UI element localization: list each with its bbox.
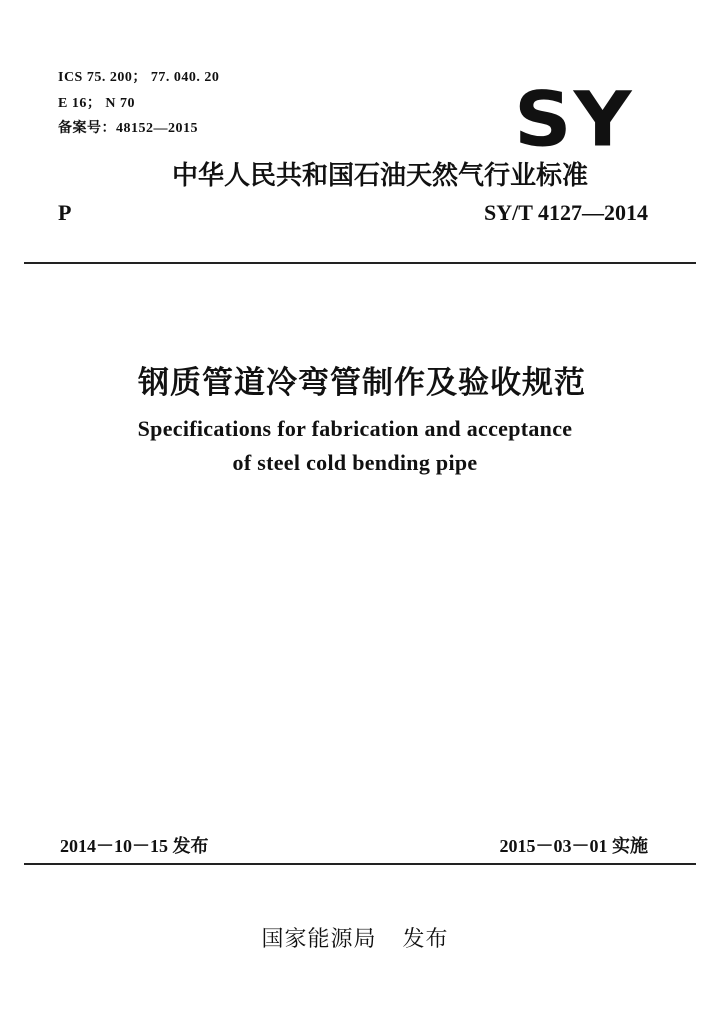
industry-standard-heading: 中华人民共和国石油天然气行业标准: [172, 161, 589, 191]
category-letter: P: [58, 200, 72, 225]
document-title-english-line2: of steel cold bending pipe: [232, 450, 478, 475]
classification-code: E 16； N 70: [58, 96, 135, 111]
publisher: 国家能源局 发布: [261, 927, 449, 952]
standard-number: SY/T 4127—2014: [483, 200, 648, 225]
header-divider: [24, 262, 696, 264]
ics-code: ICS 75. 200； 77. 040. 20: [58, 70, 220, 85]
footer-divider: [24, 863, 696, 865]
issue-date: 2014－10－15 发布: [60, 836, 209, 856]
document-title-english-line1: Specifications for fabrication and acceptance: [137, 416, 573, 441]
sy-logo: SY: [514, 75, 634, 164]
document-title-chinese: 钢质管道冷弯管制作及验收规范: [138, 365, 586, 401]
record-number: 备案号：48152—2015: [58, 121, 198, 136]
implementation-date: 2015－03－01 实施: [499, 836, 648, 856]
